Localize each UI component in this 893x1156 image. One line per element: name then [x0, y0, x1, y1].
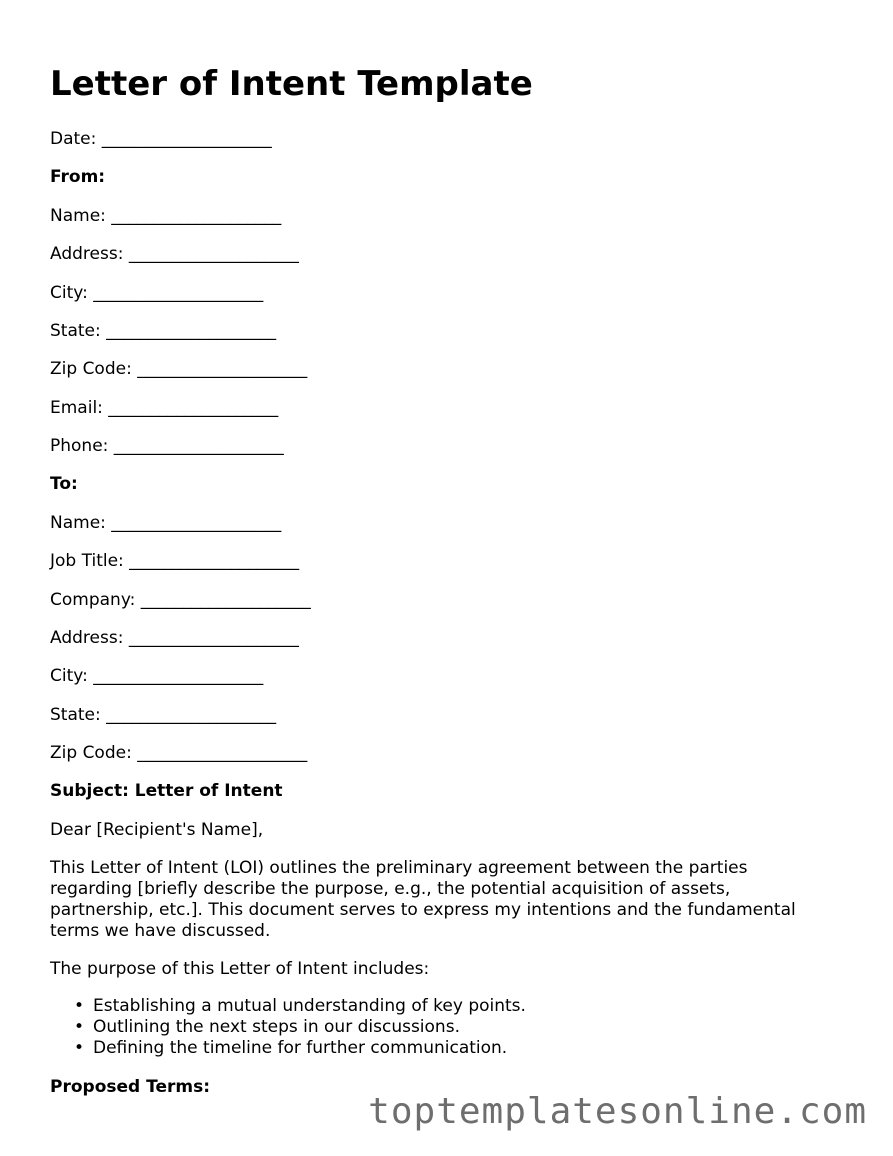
from-email-field: Email: ____________________	[50, 398, 279, 418]
from-state-field: State: ____________________	[50, 321, 277, 341]
from-name-field: Name: ____________________	[50, 206, 282, 226]
intro-paragraph: This Letter of Intent (LOI) outlines the preliminary agreement between the parties regarding [briefly describe the purpose, e.g., the potential acquisition of assets, partnership, etc.]. This document serves to express my intentions and the fundamental terms we have discussed.	[50, 858, 796, 941]
watermark: toptemplatesonline.com	[368, 1091, 867, 1132]
to-job-title-field: Job Title: ____________________	[50, 551, 300, 571]
to-heading: To:	[50, 474, 78, 494]
proposed-terms-heading: Proposed Terms:	[50, 1077, 210, 1097]
to-address-field: Address: ____________________	[50, 628, 299, 648]
purpose-heading: The purpose of this Letter of Intent includes:	[50, 959, 430, 979]
purpose-list-item: • Establishing a mutual understanding of key points.	[93, 996, 526, 1017]
salutation: Dear [Recipient's Name],	[50, 820, 264, 840]
to-zip-code-field: Zip Code: ____________________	[50, 743, 308, 763]
purpose-list-item: • Defining the timeline for further communication.	[93, 1038, 526, 1059]
document-title: Letter of Intent Template	[50, 64, 533, 104]
to-company-field: Company: ____________________	[50, 590, 311, 610]
purpose-list-item: • Outlining the next steps in our discussions.	[93, 1017, 526, 1038]
to-city-field: City: ____________________	[50, 666, 264, 686]
from-zip-code-field: Zip Code: ____________________	[50, 359, 308, 379]
from-heading: From:	[50, 167, 106, 187]
purpose-list	[50, 996, 526, 1059]
from-city-field: City: ____________________	[50, 283, 264, 303]
from-address-field: Address: ____________________	[50, 244, 299, 264]
subject-line: Subject: Letter of Intent	[50, 781, 283, 801]
to-state-field: State: ____________________	[50, 705, 277, 725]
date-field: Date: ____________________	[50, 129, 272, 149]
from-phone-field: Phone: ____________________	[50, 436, 284, 456]
to-name-field: Name: ____________________	[50, 513, 282, 533]
